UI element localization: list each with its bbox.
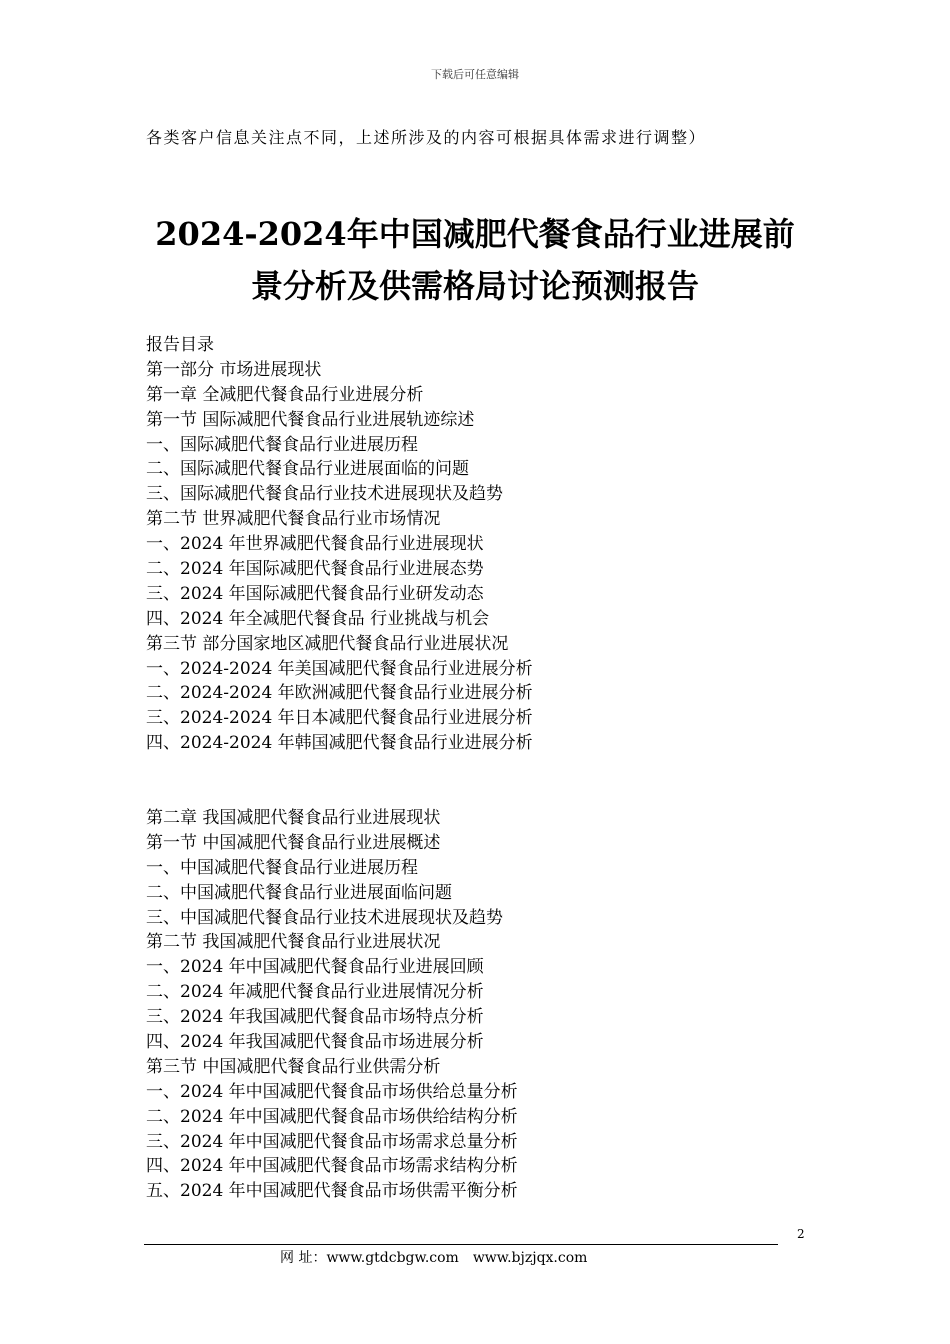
toc-line: 二、2024-2024 年欧洲减肥代餐食品行业进展分析 bbox=[146, 683, 533, 704]
toc-line: 三、中国减肥代餐食品行业技术进展现状及趋势 bbox=[146, 907, 503, 928]
table-of-contents bbox=[146, 333, 786, 1204]
toc-line: 三、2024 年我国减肥代餐食品市场特点分析 bbox=[146, 1007, 484, 1028]
toc-group-1 bbox=[146, 333, 786, 756]
toc-line: 第二节 我国减肥代餐食品行业进展状况 bbox=[146, 932, 441, 953]
toc-line: 第三节 部分国家地区减肥代餐食品行业进展状况 bbox=[146, 633, 509, 654]
header-note: 下载后可任意编辑 bbox=[431, 68, 519, 81]
footer-divider bbox=[144, 1244, 778, 1245]
toc-group-2 bbox=[146, 806, 786, 1204]
toc-line: 二、中国减肥代餐食品行业进展面临问题 bbox=[146, 882, 452, 903]
toc-line: 一、国际减肥代餐食品行业进展历程 bbox=[146, 434, 418, 455]
footer-website: 网 址：www.gtdcbgw.com www.bjzjqx.com bbox=[280, 1250, 588, 1266]
toc-line: 第三节 中国减肥代餐食品行业供需分析 bbox=[146, 1056, 441, 1077]
toc-line: 二、国际减肥代餐食品行业进展面临的问题 bbox=[146, 459, 469, 480]
toc-line: 第二节 世界减肥代餐食品行业市场情况 bbox=[146, 509, 441, 530]
intro-text: 各类客户信息关注点不同，上述所涉及的内容可根据具体需求进行调整） bbox=[146, 128, 707, 147]
toc-line: 第二章 我国减肥代餐食品行业进展现状 bbox=[146, 807, 441, 828]
toc-line: 二、2024 年中国减肥代餐食品市场供给结构分析 bbox=[146, 1106, 518, 1127]
toc-line: 二、2024 年减肥代餐食品行业进展情况分析 bbox=[146, 982, 484, 1003]
toc-line: 二、2024 年国际减肥代餐食品行业进展态势 bbox=[146, 559, 484, 580]
toc-line: 四、2024-2024 年韩国减肥代餐食品行业进展分析 bbox=[146, 733, 533, 754]
toc-line: 第一节 国际减肥代餐食品行业进展轨迹综述 bbox=[146, 409, 475, 430]
toc-line: 四、2024 年中国减肥代餐食品市场需求结构分析 bbox=[146, 1156, 518, 1177]
toc-line: 五、2024 年中国减肥代餐食品市场供需平衡分析 bbox=[146, 1181, 518, 1202]
toc-line: 第一章 全减肥代餐食品行业进展分析 bbox=[146, 384, 424, 405]
toc-line: 三、2024 年中国减肥代餐食品市场需求总量分析 bbox=[146, 1131, 518, 1152]
toc-line: 四、2024 年全减肥代餐食品 行业挑战与机会 bbox=[146, 608, 490, 629]
page-number: 2 bbox=[797, 1227, 805, 1241]
toc-line: 三、2024 年国际减肥代餐食品行业研发动态 bbox=[146, 583, 484, 604]
toc-line: 三、2024-2024 年日本减肥代餐食品行业进展分析 bbox=[146, 708, 533, 729]
toc-line: 三、国际减肥代餐食品行业技术进展现状及趋势 bbox=[146, 484, 503, 505]
toc-line: 四、2024 年我国减肥代餐食品市场进展分析 bbox=[146, 1031, 484, 1052]
title-line-1: 2024-2024年中国减肥代餐食品行业进展前 bbox=[155, 215, 795, 253]
toc-line: 报告目录 bbox=[146, 335, 214, 355]
toc-line: 第一节 中国减肥代餐食品行业进展概述 bbox=[146, 832, 441, 853]
toc-line: 一、2024 年世界减肥代餐食品行业进展现状 bbox=[146, 534, 484, 555]
toc-line: 一、2024 年中国减肥代餐食品市场供给总量分析 bbox=[146, 1081, 518, 1102]
toc-line: 一、2024-2024 年美国减肥代餐食品行业进展分析 bbox=[146, 658, 533, 679]
toc-line: 一、2024 年中国减肥代餐食品行业进展回顾 bbox=[146, 957, 484, 978]
toc-gap bbox=[146, 756, 786, 806]
title-line-2: 景分析及供需格局讨论预测报告 bbox=[250, 267, 699, 305]
report-title bbox=[120, 208, 830, 312]
toc-line: 一、中国减肥代餐食品行业进展历程 bbox=[146, 857, 418, 878]
toc-line: 第一部分 市场进展现状 bbox=[146, 359, 322, 380]
